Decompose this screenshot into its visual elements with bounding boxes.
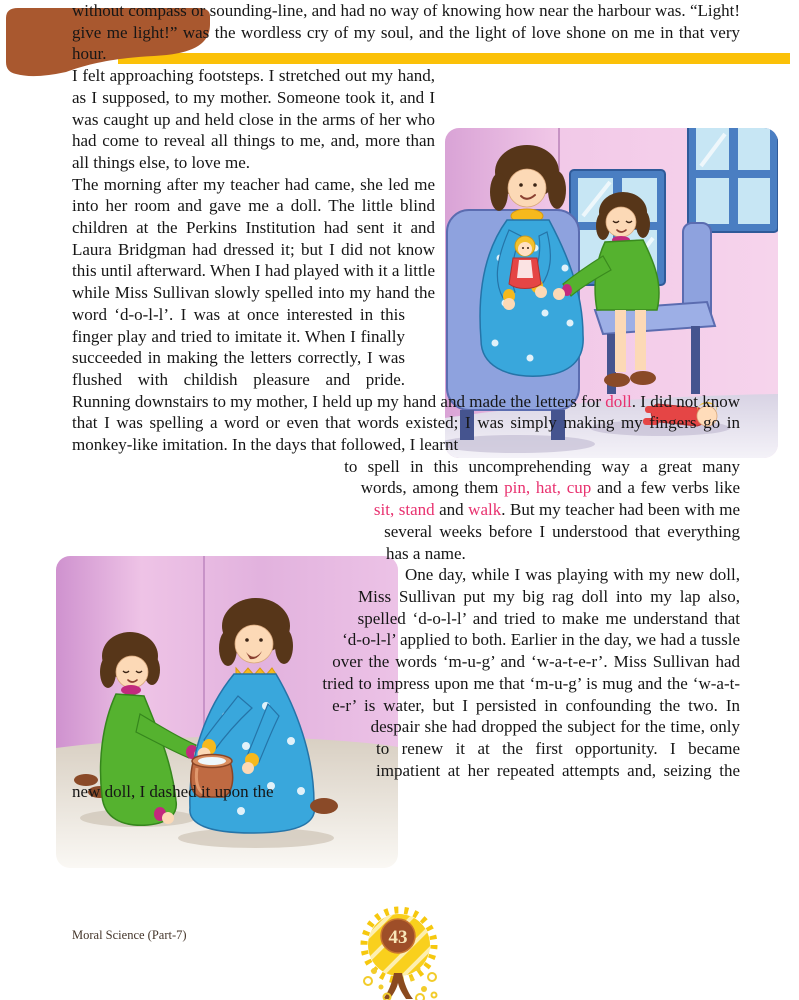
bottom-illustration-wrap-spacer [72, 456, 400, 770]
paragraph-3-text: The morning after my teacher had came, she led me into her room and gave me a doll. The little blind children at the Perkins Institution had sent it and Laura Bridgman had dressed it; but I did not know this until afterward. When I had played with it a little while Miss Sullivan slowly spelled into my hand the word ‘d-o-l-l’. I was at once interested in this finger play and tried to imitate it. When I finally succeeded in making the letters correctly, I was flushed with childish pleasure and pride. Running downstairs to my mother, I held up my hand and made the letters for [72, 174, 606, 411]
page-number-circle [381, 919, 415, 953]
highlight-words-pin-hat-cup: pin, hat, cup [504, 478, 592, 498]
page-number-badge [354, 905, 446, 1000]
paragraph-3-text: and a few verbs like [591, 478, 740, 498]
paragraph-3-text: . But my teacher had been with me several weeks before I understood that everything has a name. [384, 500, 740, 563]
paragraph-3-text: and [434, 500, 469, 520]
paragraph-4-text: One day, while I was playing with my new doll, Miss Sullivan put my big rag doll into my lap also, spelled ‘d-o-l-l’ and tried to make me understand that ‘d-o-l-l’ applied to both. Earlier in the day, we had a tussle over the words ‘m-u-g’ and ‘w-a-t-e-r’. Miss Sullivan had tried to impress upon me that ‘m-u-g’ is mug and the ‘w-a-t-e-r’ is water, but I persisted in confounding the two. In despair she had dropped the subject for the time, only to renew it at the first opportunity. I became impatient at her repeated attempts and, seizing the new doll, I dashed it upon the [72, 565, 740, 802]
paragraph-1-text: without compass or sounding-line, and had no way of knowing how near the harbour was. “Light! give me light!” was the wordless cry of my soul, and the light of love shone on me in that very hour. [72, 1, 740, 64]
paragraph-3-continued [72, 456, 740, 565]
paragraph-3-text: to spell in this uncomprehending way a great many words, among them [344, 456, 740, 498]
top-illustration-wrap-spacer [405, 65, 740, 372]
book-title: Moral Science (Part-7) [72, 928, 187, 942]
tree-trunk [383, 973, 413, 999]
paragraph-3-text: . I did not know that I was spelling a word or even that words existed; I was simply making my fingers go in monkey-like imitation. In the days that followed, I learnt [72, 391, 741, 455]
page-number: 43 [388, 927, 408, 948]
highlight-word-walk: walk [468, 500, 502, 520]
paragraph-2 [72, 65, 740, 174]
highlight-words-sit-stand: sit, stand [373, 500, 435, 520]
paragraph-1 [72, 0, 740, 65]
paragraph-2-text: I felt approaching footsteps. I stretched out my hand, as I supposed, to my mother. Someone took it, and I was caught up and held close in the arms of her who had come to reveal all things to me, and, more than all things else, to love me. [72, 66, 435, 172]
article-text [72, 0, 740, 803]
highlight-word-doll: doll [605, 391, 632, 411]
